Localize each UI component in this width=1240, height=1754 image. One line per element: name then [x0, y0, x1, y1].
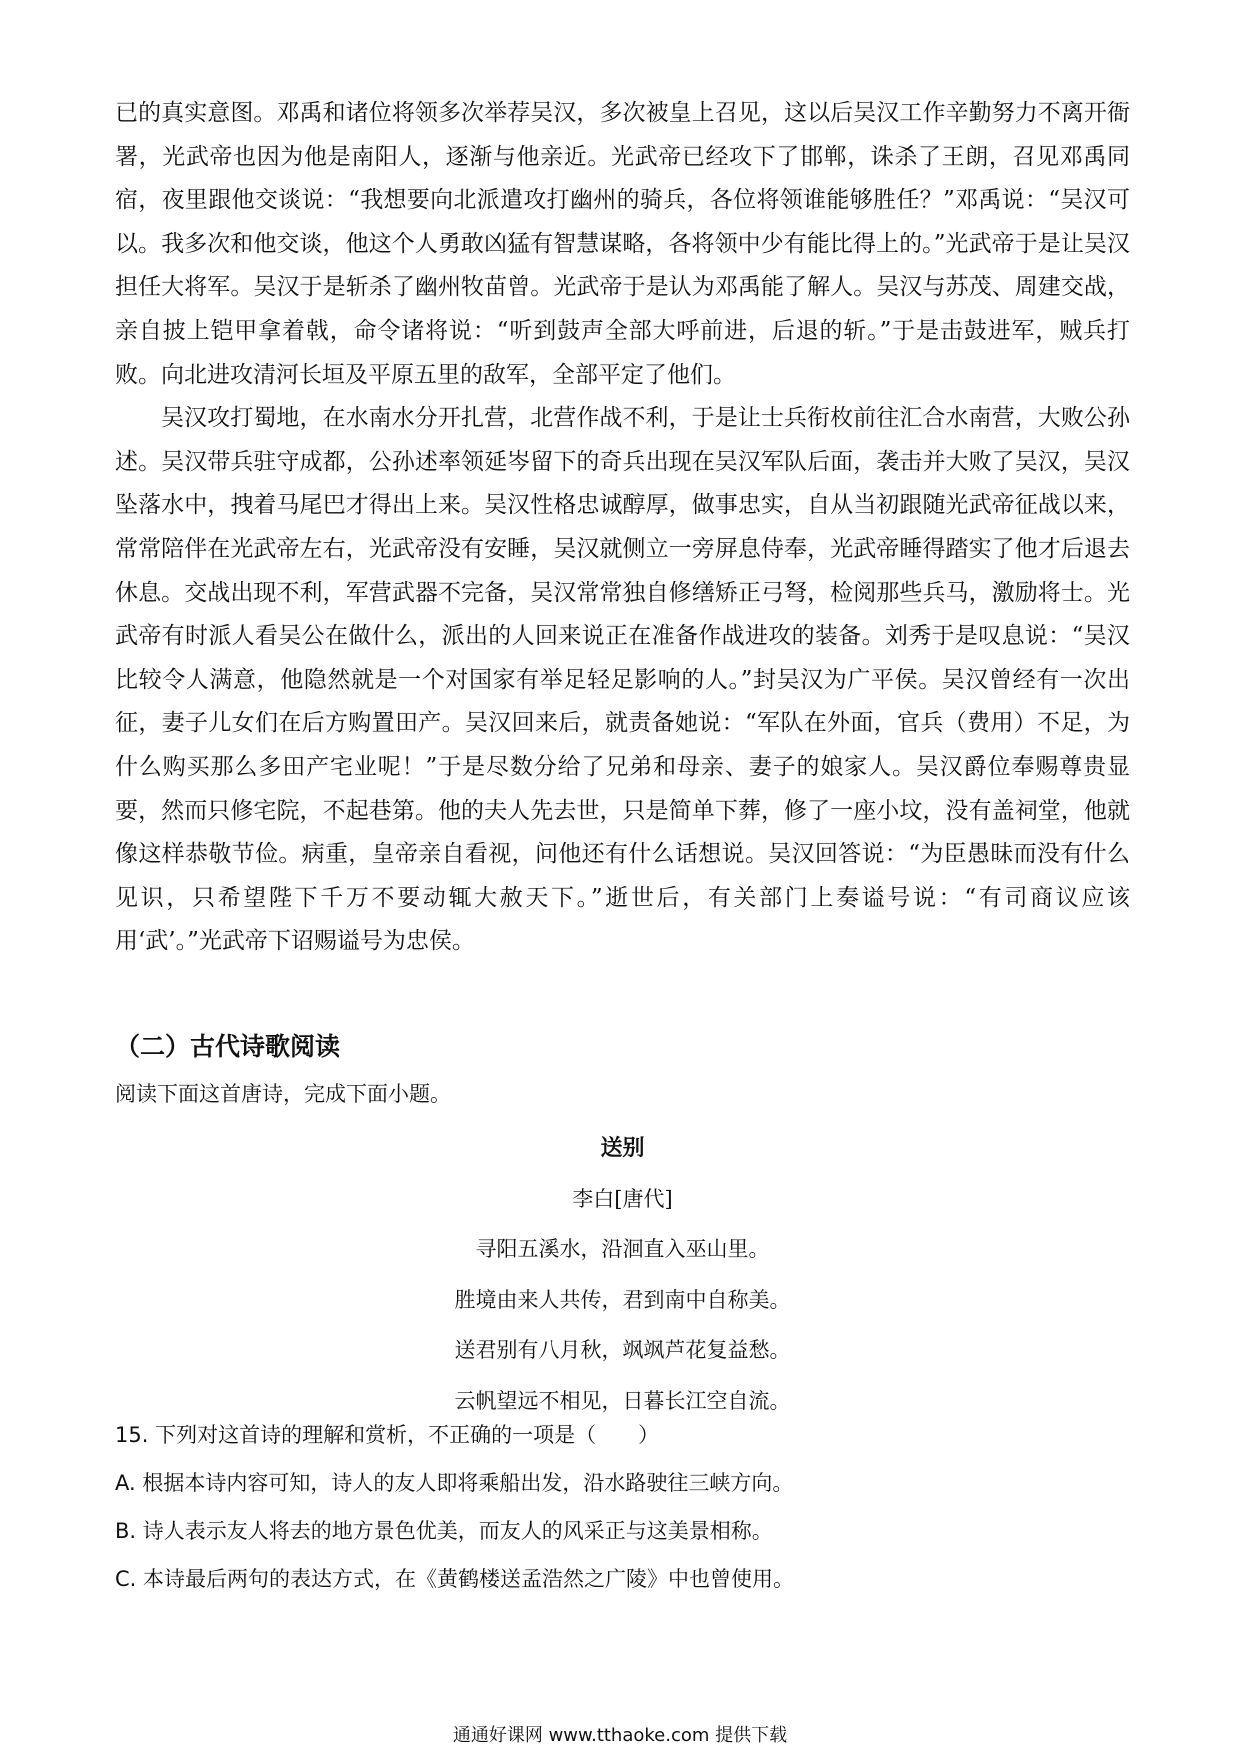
poem — [115, 1124, 1130, 1426]
option-c: C. 本诗最后两句的表达方式，在《黄鹤楼送孟浩然之广陵》中也曾使用。 — [115, 1567, 795, 1591]
translation-paragraph-1: 已的真实意图。邓禹和诸位将领多次举荐吴汉，多次被皇上召见，这以后吴汉工作辛勤努力不离开衙署，光武帝也因为他是南阳人，逐渐与他亲近。光武帝已经攻下了邯郸，诛杀了王朗，召见邓禹同宿，夜里跟他交谈说：“我想要向北派遣攻打幽州的骑兵，各位将领谁能够胜任？”邓禹说：“吴汉可以。我多次和他交谈，他这个人勇敢凶猛有智慧谋略，各将领中少有能比得上的。”光武帝于是让吴汉担任大将军。吴汉于是斩杀了幽州牧苗曾。光武帝于是认为邓禹能了解人。吴汉与苏茂、周建交战，亲自披上铠甲拿着戟，命令诸将说：“听到鼓声全部大呼前进，后退的斩。”于是击鼓进军，贼兵打败。向北进攻清河长垣及平原五里的敌军，全部平定了他们。 — [115, 100, 1130, 388]
question-stem: 15. 下列对这首诗的理解和赏析，不正确的一项是（ ） — [115, 1423, 660, 1447]
section-instruction: 阅读下面这首唐诗，完成下面小题。 — [115, 1082, 451, 1106]
poem-line: 送君别有八月秋，飒飒芦花复益愁。 — [454, 1338, 791, 1362]
section-heading: （二）古代诗歌阅读 — [115, 1032, 341, 1061]
option-b: B. 诗人表示友人将去的地方景色优美，而友人的风采正与这美景相称。 — [115, 1519, 773, 1543]
translation-text — [115, 92, 1130, 964]
poem-line: 胜境由来人共传，君到南中自称美。 — [454, 1287, 791, 1312]
poem-line: 寻阳五溪水，沿洄直入巫山里。 — [475, 1237, 770, 1261]
poem-author: 李白[唐代] — [572, 1187, 673, 1211]
page-footer: 通通好课网 www.tthaoke.com 提供下载 — [452, 1725, 788, 1746]
translation-paragraph-2: 吴汉攻打蜀地，在水南水分开扎营，北营作战不利，于是让士兵衔枚前往汇合水南营，大败公孙述。吴汉带兵驻守成都，公孙述率领延岑留下的奇兵出现在吴汉军队后面，袭击并大败了吴汉，吴汉坠落水中，拽着马尾巴才得出上来。吴汉性格忠诚醇厚，做事忠实，自从当初跟随光武帝征战以来，常常陪伴在光武帝左右，光武帝没有安睡，吴汉就侧立一旁屏息侍奉，光武帝睡得踏实了他才后退去休息。交战出现不利，军营武器不完备，吴汉常常独自修缮矫正弓弩，检阅那些兵马，激励将士。光武帝有时派人看吴公在做什么，派出的人回来说正在准备作战进攻的装备。刘秀于是叹息说：“吴汉比较令人满意，他隐然就是一个对国家有举足轻足影响的人。”封吴汉为广平侯。吴汉曾经有一次出征，妻子儿女们在后方购置田产。吴汉回来后，就责备她说：“军队在外面，官兵（费用）不足，为什么购买那么多田产宅业呢！”于是尽数分给了兄弟和母亲、妻子的娘家人。吴汉爵位奉赐尊贵显要，然而只修宅院，不起巷第。他的夫人先去世，只是简单下葬，修了一座小坟，没有盖祠堂，他就像这样恭敬节俭。病重，皇帝亲自看视，问他还有什么话想说。吴汉回答说：“为臣愚昧而没有什么见识，只希望陛下千万不要动辄大赦天下。”逝世后，有关部门上奏谥号说：“有司商议应该用‘武’。”光武帝下诏赐谥号为忠侯。 — [115, 405, 1130, 955]
poem-line: 云帆望远不相见，日暮长江空自流。 — [454, 1388, 791, 1413]
question-15 — [115, 1411, 1130, 1603]
option-a: A. 根据本诗内容可知，诗人的友人即将乘船出发，沿水路驶往三峡方向。 — [115, 1471, 794, 1495]
poem-title: 送别 — [600, 1136, 645, 1161]
